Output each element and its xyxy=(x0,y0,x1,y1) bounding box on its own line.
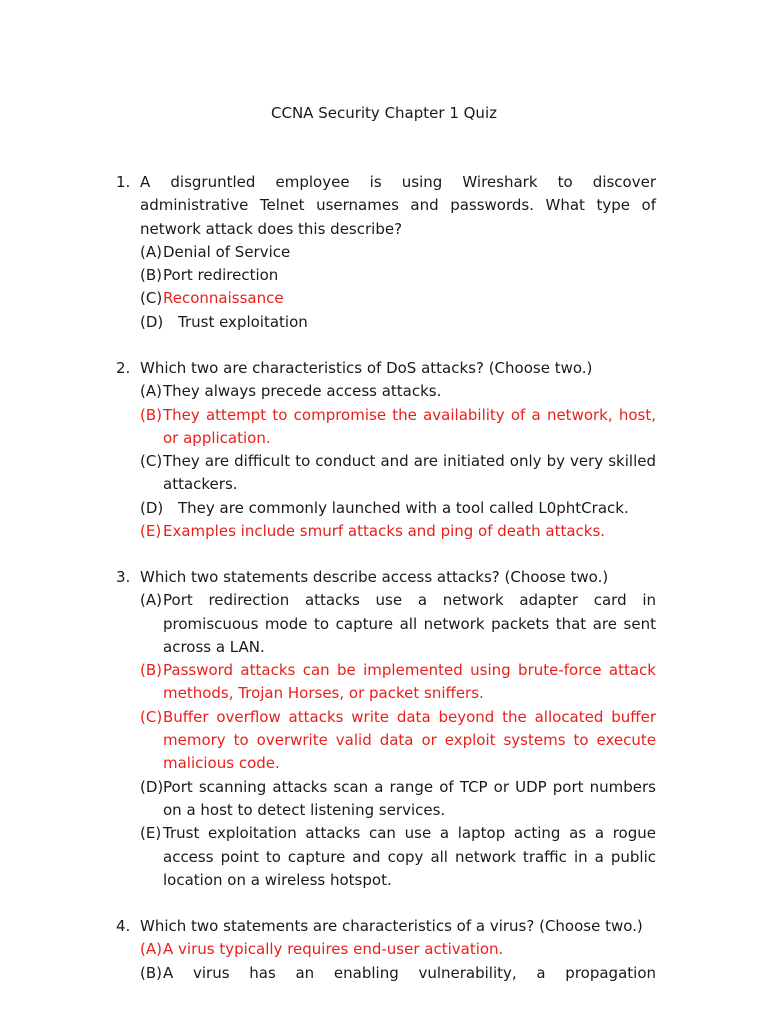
question-number: 4. xyxy=(116,917,131,935)
option-label: (A) xyxy=(140,940,162,959)
question-text: A disgruntled employee is using Wireshark to discover administrative Telnet usernames and passwords. What type of network attack does this describe? xyxy=(140,173,656,238)
option-c-correct xyxy=(140,706,656,776)
option-text: A virus typically requires end-user activation. xyxy=(163,940,504,959)
question-1 xyxy=(116,171,656,334)
question-number: 3. xyxy=(116,568,131,586)
option-label: (D) xyxy=(140,498,164,517)
option-label: (A) xyxy=(140,242,162,261)
option-label: (C) xyxy=(140,289,163,308)
option-b xyxy=(140,264,656,287)
question-text: Which two statements describe access attacks? (Choose two.) xyxy=(140,568,609,586)
option-text: Examples include smurf attacks and ping of death attacks. xyxy=(163,522,606,541)
option-e-correct xyxy=(140,520,656,543)
option-label: (B) xyxy=(140,963,162,982)
option-text: They always precede access attacks. xyxy=(163,382,442,401)
option-label: (D) xyxy=(140,777,164,796)
option-label: (C) xyxy=(140,707,163,726)
option-label: (D) xyxy=(140,312,164,331)
option-d xyxy=(140,497,656,520)
option-text: A virus has an enabling vulnerability, a propagation xyxy=(163,963,656,982)
option-c xyxy=(140,450,656,497)
question-2 xyxy=(116,357,656,543)
option-label: (B) xyxy=(140,405,162,424)
question-text: Which two are characteristics of DoS attacks? (Choose two.) xyxy=(140,359,593,377)
option-list xyxy=(140,589,656,892)
question-text: Which two statements are characteristics of a virus? (Choose two.) xyxy=(140,917,643,935)
option-list xyxy=(140,241,656,334)
option-label: (B) xyxy=(140,266,162,285)
document-title: CCNA Security Chapter 1 Quiz xyxy=(271,104,497,122)
option-label: (E) xyxy=(140,824,162,843)
option-list xyxy=(140,938,656,985)
option-d xyxy=(140,311,656,334)
option-c-correct xyxy=(140,287,656,310)
option-b xyxy=(140,962,656,985)
option-label: (A) xyxy=(140,382,162,401)
option-text: Port redirection xyxy=(163,266,279,285)
option-a xyxy=(140,589,656,659)
option-text: Reconnaissance xyxy=(163,289,284,308)
option-e xyxy=(140,822,656,892)
option-text: Port redirection attacks use a network adapter card in promiscuous mode to capture all network packets that are sent across a LAN. xyxy=(163,591,656,656)
option-a xyxy=(140,241,656,264)
option-b-correct xyxy=(140,404,656,451)
option-text: Password attacks can be implemented using brute-force attack methods, Trojan Horses, or packet sniffers. xyxy=(163,661,656,703)
option-text: Buffer overflow attacks write data beyond the allocated buffer memory to overwrite valid data or exploit systems to execute malicious code. xyxy=(163,707,656,773)
option-list xyxy=(140,380,656,543)
option-d xyxy=(140,776,656,823)
option-label: (A) xyxy=(140,591,162,610)
option-label: (C) xyxy=(140,452,163,471)
question-number: 2. xyxy=(116,359,131,377)
option-text: Trust exploitation attacks can use a laptop acting as a rogue access point to capture and copy all network traffic in a public location on a wireless hotspot. xyxy=(163,824,656,889)
option-text: Port scanning attacks scan a range of TCP or UDP port numbers on a host to detect listening services. xyxy=(163,777,656,819)
option-text: They attempt to compromise the availability of a network, host, or application. xyxy=(163,405,656,447)
option-b-correct xyxy=(140,659,656,706)
option-text: They are commonly launched with a tool called L0phtCrack. xyxy=(178,498,629,517)
option-label: (E) xyxy=(140,522,162,541)
option-text: Trust exploitation xyxy=(178,312,308,331)
option-text: They are difficult to conduct and are initiated only by very skilled attackers. xyxy=(163,452,656,494)
question-3 xyxy=(116,566,656,892)
option-label: (B) xyxy=(140,661,162,680)
option-text: Denial of Service xyxy=(163,242,291,261)
option-a xyxy=(140,380,656,403)
question-4 xyxy=(116,915,656,985)
question-number: 1. xyxy=(116,173,131,191)
option-a-correct xyxy=(140,938,656,961)
